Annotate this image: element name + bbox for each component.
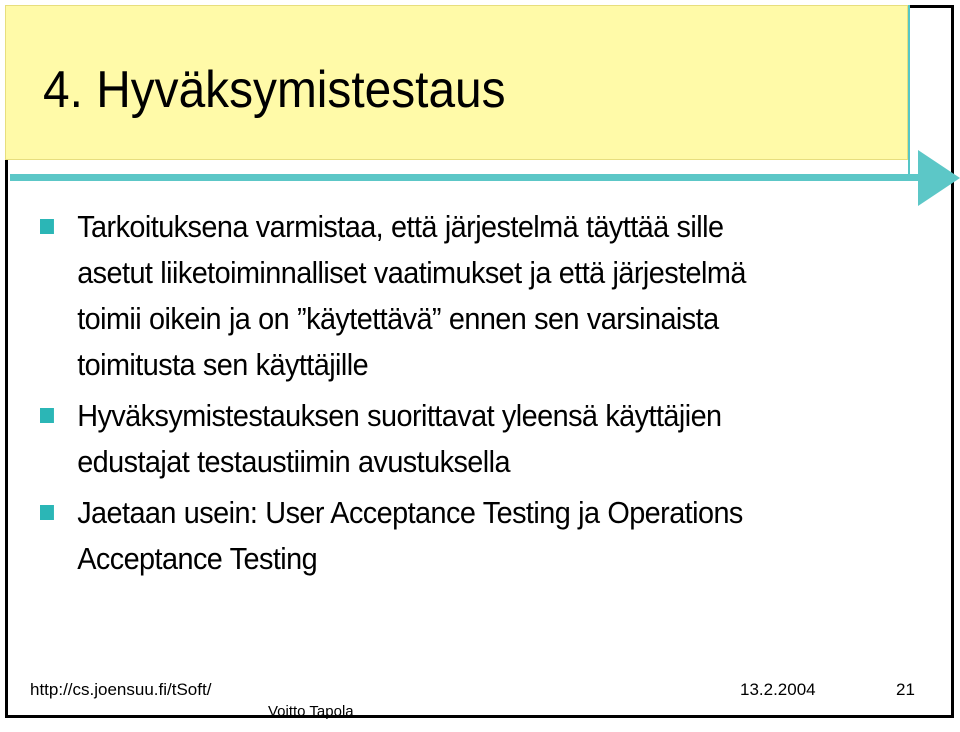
slide-title: 4. Hyväksymistestaus <box>43 61 506 119</box>
bullet-text: Jaetaan usein: User Acceptance Testing ja Operations Acceptance Testing <box>77 495 743 576</box>
vertical-accent-line <box>908 5 910 181</box>
bullet-item-purpose <box>40 204 803 388</box>
footer-date: 13.2.2004 <box>740 680 816 699</box>
horizontal-accent-arrow-line <box>10 174 918 181</box>
bullet-item-division <box>40 490 803 582</box>
footer-url: http://cs.joensuu.fi/tSoft/ <box>30 680 212 699</box>
bullet-text: Tarkoituksena varmistaa, että järjestelmä täyttää sille asetut liiketoiminnalliset vaatimukset ja että järjestelmä toimii oikein ja on ”käytettävä” ennen sen varsinaista toimitusta sen käyttäjille <box>77 209 746 382</box>
page-number: 21 <box>896 680 915 699</box>
bullet-text: Hyväksymistestauksen suorittavat yleensä käyttäjien edustajat testaustiimin avustuksella <box>77 398 722 479</box>
square-bullet-icon <box>40 408 54 423</box>
bullet-item-performers <box>40 393 803 485</box>
square-bullet-icon <box>40 219 54 234</box>
bullet-list <box>40 204 860 587</box>
arrow-right-icon <box>918 150 960 206</box>
footer-author: Voitto Tapola <box>268 703 354 720</box>
square-bullet-icon <box>40 505 54 520</box>
